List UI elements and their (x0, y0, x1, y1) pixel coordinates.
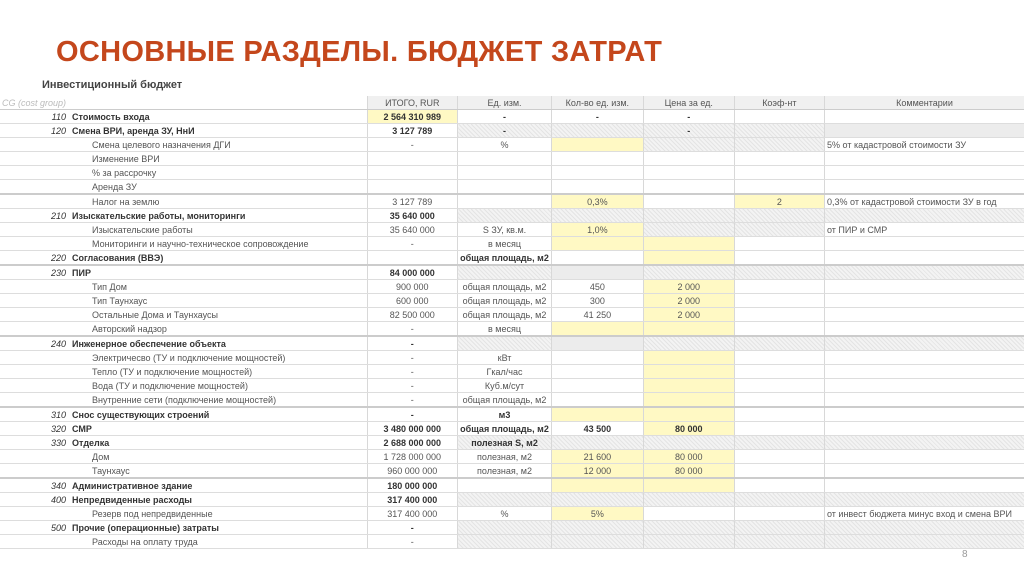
cost-group-code: 310 (0, 407, 70, 422)
cell-coef[interactable] (734, 110, 824, 124)
cell-price[interactable] (643, 237, 734, 251)
cell-comment[interactable] (825, 209, 1024, 223)
cost-group-code (0, 166, 70, 180)
cell-coef[interactable] (734, 138, 824, 152)
item-name: Изыскательские работы (70, 223, 367, 237)
cell-coef[interactable] (734, 379, 824, 393)
cost-group-code: 230 (0, 265, 70, 280)
cell-total[interactable]: - (367, 138, 458, 152)
item-name: Прочие (операционные) затраты (70, 521, 367, 535)
cell-total[interactable]: 3 480 000 000 (367, 422, 458, 436)
cost-group-code (0, 180, 70, 195)
cell-coef[interactable] (734, 322, 824, 337)
header-qty: Кол-во ед. изм. (552, 96, 644, 110)
table-row (0, 265, 1024, 280)
cell-price[interactable]: 2 000 (643, 280, 734, 294)
item-name: Административное здание (70, 478, 367, 493)
cell-unit[interactable]: полезная S, м2 (458, 436, 552, 450)
cell-price[interactable] (643, 436, 734, 450)
cell-total[interactable]: - (367, 407, 458, 422)
item-name: Резерв под непредвиденные (70, 507, 367, 521)
table-row (0, 521, 1024, 535)
cell-comment[interactable] (825, 407, 1024, 422)
cell-unit[interactable]: общая площадь, м2 (458, 422, 552, 436)
cell-price[interactable] (643, 379, 734, 393)
item-name: Непредвиденные расходы (70, 493, 367, 507)
cell-qty[interactable] (552, 322, 644, 337)
cell-comment[interactable] (825, 152, 1024, 166)
cell-unit[interactable]: общая площадь, м2 (458, 251, 552, 266)
cell-qty[interactable] (552, 407, 644, 422)
table-row (0, 407, 1024, 422)
cell-comment[interactable] (825, 422, 1024, 436)
cell-unit[interactable] (458, 265, 552, 280)
cell-comment[interactable] (825, 251, 1024, 266)
item-name: ПИР (70, 265, 367, 280)
cell-qty[interactable]: 0,3% (552, 194, 644, 209)
cost-group-code (0, 507, 70, 521)
cell-coef[interactable] (734, 308, 824, 322)
cell-comment[interactable] (825, 450, 1024, 464)
cell-qty[interactable] (552, 351, 644, 365)
cell-qty[interactable]: 300 (552, 294, 644, 308)
cell-unit[interactable] (458, 166, 552, 180)
cell-qty[interactable]: 12 000 (552, 464, 644, 479)
cost-group-code (0, 280, 70, 294)
cell-qty[interactable]: 21 600 (552, 450, 644, 464)
item-name: % за рассрочку (70, 166, 367, 180)
table-row (0, 110, 1024, 124)
cell-comment[interactable] (825, 294, 1024, 308)
cell-unit[interactable]: общая площадь, м2 (458, 308, 552, 322)
cell-coef[interactable] (734, 351, 824, 365)
cell-total[interactable]: 84 000 000 (367, 265, 458, 280)
cell-coef[interactable] (734, 507, 824, 521)
cell-total[interactable]: 35 640 000 (367, 223, 458, 237)
cell-comment[interactable] (825, 379, 1024, 393)
cell-total[interactable]: 35 640 000 (367, 209, 458, 223)
cell-price[interactable] (643, 265, 734, 280)
cell-unit[interactable] (458, 478, 552, 493)
cell-price[interactable]: - (643, 124, 734, 138)
cell-comment[interactable] (825, 365, 1024, 379)
item-name: Тип Дом (70, 280, 367, 294)
cost-group-code (0, 365, 70, 379)
cell-comment[interactable] (825, 110, 1024, 124)
cell-qty[interactable] (552, 152, 644, 166)
table-row (0, 180, 1024, 195)
table-row (0, 464, 1024, 479)
cell-unit[interactable] (458, 535, 552, 549)
cell-coef[interactable] (734, 393, 824, 408)
cell-coef[interactable] (734, 365, 824, 379)
cell-qty[interactable] (552, 478, 644, 493)
cost-group-code (0, 393, 70, 408)
cost-group-code: 330 (0, 436, 70, 450)
item-name: Аренда ЗУ (70, 180, 367, 195)
cell-price[interactable] (643, 138, 734, 152)
table-row (0, 124, 1024, 138)
cost-group-code (0, 379, 70, 393)
cell-unit[interactable]: полезная, м2 (458, 450, 552, 464)
item-name: Смена целевого назначения ДГИ (70, 138, 367, 152)
cell-coef[interactable] (734, 166, 824, 180)
cell-comment[interactable] (825, 336, 1024, 351)
cell-coef[interactable] (734, 336, 824, 351)
cell-total[interactable]: - (367, 379, 458, 393)
cell-coef[interactable] (734, 521, 824, 535)
header-coef: Коэф-нт (734, 96, 824, 110)
cell-comment[interactable] (825, 124, 1024, 138)
cell-total[interactable]: - (367, 521, 458, 535)
cell-qty[interactable] (552, 124, 644, 138)
cell-price[interactable]: 2 000 (643, 294, 734, 308)
cell-total[interactable]: 317 400 000 (367, 507, 458, 521)
cost-group-code: 400 (0, 493, 70, 507)
table-row (0, 194, 1024, 209)
cell-price[interactable]: 2 000 (643, 308, 734, 322)
item-name: Смена ВРИ, аренда ЗУ, НнИ (70, 124, 367, 138)
cell-qty[interactable] (552, 166, 644, 180)
cell-coef[interactable] (734, 493, 824, 507)
cell-total[interactable] (367, 251, 458, 266)
cell-comment[interactable] (825, 322, 1024, 337)
cell-price[interactable] (643, 194, 734, 209)
cell-unit[interactable]: общая площадь, м2 (458, 294, 552, 308)
cell-coef[interactable] (734, 422, 824, 436)
table-row (0, 379, 1024, 393)
cost-group-code: 240 (0, 336, 70, 351)
cell-unit[interactable]: - (458, 124, 552, 138)
cell-total[interactable]: 2 688 000 000 (367, 436, 458, 450)
cell-unit[interactable]: в месяц (458, 237, 552, 251)
cell-qty[interactable] (552, 265, 644, 280)
cell-coef[interactable] (734, 280, 824, 294)
item-name: Согласования (ВВЭ) (70, 251, 367, 266)
cell-total[interactable]: 3 127 789 (367, 124, 458, 138)
cost-group-code (0, 223, 70, 237)
cell-price[interactable] (643, 180, 734, 195)
cell-unit[interactable]: - (458, 110, 552, 124)
table-row (0, 493, 1024, 507)
cost-group-code (0, 237, 70, 251)
cost-group-code: 320 (0, 422, 70, 436)
cell-price[interactable] (643, 521, 734, 535)
cell-coef[interactable] (734, 237, 824, 251)
cell-unit[interactable] (458, 336, 552, 351)
table-row (0, 138, 1024, 152)
cell-coef[interactable] (734, 464, 824, 479)
cell-comment[interactable] (825, 478, 1024, 493)
cell-coef[interactable] (734, 535, 824, 549)
table-row (0, 209, 1024, 223)
item-name: Тип Таунхаус (70, 294, 367, 308)
cell-total[interactable]: - (367, 322, 458, 337)
table-row (0, 166, 1024, 180)
cell-comment[interactable] (825, 393, 1024, 408)
cost-group-code: 220 (0, 251, 70, 266)
item-name: Снос существующих строений (70, 407, 367, 422)
cell-unit[interactable]: Куб.м/сут (458, 379, 552, 393)
header-comment: Комментарии (825, 96, 1024, 110)
item-name: Налог на землю (70, 194, 367, 209)
cell-unit[interactable]: общая площадь, м2 (458, 393, 552, 408)
cell-total[interactable]: - (367, 351, 458, 365)
page-number: 8 (962, 549, 968, 560)
cell-unit[interactable] (458, 209, 552, 223)
cell-qty[interactable] (552, 180, 644, 195)
cell-coef[interactable] (734, 407, 824, 422)
cell-total[interactable] (367, 152, 458, 166)
cell-qty[interactable] (552, 237, 644, 251)
cell-unit[interactable] (458, 493, 552, 507)
cell-comment[interactable] (825, 180, 1024, 195)
item-name: Изменение ВРИ (70, 152, 367, 166)
cell-qty[interactable] (552, 336, 644, 351)
cell-qty[interactable] (552, 138, 644, 152)
cell-comment[interactable] (825, 237, 1024, 251)
cell-coef[interactable] (734, 478, 824, 493)
table-row (0, 308, 1024, 322)
cell-qty[interactable] (552, 209, 644, 223)
item-name: Остальные Дома и Таунхаусы (70, 308, 367, 322)
cell-price[interactable] (643, 322, 734, 337)
cell-unit[interactable] (458, 521, 552, 535)
header-price: Цена за ед. (643, 96, 734, 110)
table-row (0, 436, 1024, 450)
item-name: Авторский надзор (70, 322, 367, 337)
cell-coef[interactable] (734, 124, 824, 138)
cell-price[interactable]: - (643, 110, 734, 124)
cell-coef[interactable] (734, 436, 824, 450)
cell-comment[interactable] (825, 535, 1024, 549)
cell-comment[interactable] (825, 351, 1024, 365)
cell-unit[interactable]: м3 (458, 407, 552, 422)
cell-price[interactable] (643, 535, 734, 549)
cell-total[interactable]: - (367, 393, 458, 408)
item-name: Инженерное обеспечение объекта (70, 336, 367, 351)
cell-unit[interactable] (458, 194, 552, 209)
cell-coef[interactable] (734, 251, 824, 266)
cell-qty[interactable] (552, 379, 644, 393)
cost-group-code (0, 194, 70, 209)
cell-price[interactable] (643, 365, 734, 379)
cell-qty[interactable]: 43 500 (552, 422, 644, 436)
cell-price[interactable] (643, 166, 734, 180)
table-row (0, 422, 1024, 436)
cell-qty[interactable] (552, 535, 644, 549)
cost-group-code (0, 152, 70, 166)
cell-price[interactable] (643, 478, 734, 493)
cell-comment[interactable]: от ПИР и СМР (825, 223, 1024, 237)
cost-group-code (0, 450, 70, 464)
table-row (0, 237, 1024, 251)
cell-total[interactable]: - (367, 365, 458, 379)
cell-total[interactable]: 2 564 310 989 (367, 110, 458, 124)
table-row (0, 152, 1024, 166)
cell-total[interactable]: 960 000 000 (367, 464, 458, 479)
header-code: CG (cost group) (0, 96, 70, 110)
cost-group-code (0, 351, 70, 365)
cell-total[interactable]: 1 728 000 000 (367, 450, 458, 464)
cell-comment[interactable] (825, 521, 1024, 535)
cell-total[interactable] (367, 166, 458, 180)
cell-unit[interactable]: Гкал/час (458, 365, 552, 379)
cell-total[interactable]: 317 400 000 (367, 493, 458, 507)
cost-group-code (0, 464, 70, 479)
table-row (0, 507, 1024, 521)
cell-total[interactable]: 900 000 (367, 280, 458, 294)
cell-total[interactable]: - (367, 237, 458, 251)
cell-comment[interactable] (825, 493, 1024, 507)
cell-unit[interactable]: общая площадь, м2 (458, 280, 552, 294)
cell-comment[interactable]: от инвест бюджета минус вход и смена ВРИ (825, 507, 1024, 521)
table-row (0, 478, 1024, 493)
item-name: Изыскательские работы, мониторинги (70, 209, 367, 223)
cell-qty[interactable]: 41 250 (552, 308, 644, 322)
cost-group-code: 210 (0, 209, 70, 223)
cell-coef[interactable] (734, 180, 824, 195)
cost-group-code: 120 (0, 124, 70, 138)
cell-comment[interactable]: 0,3% от кадастровой стоимости ЗУ в год (825, 194, 1024, 209)
header-total: ИТОГО, RUR (367, 96, 458, 110)
cell-unit[interactable]: S ЗУ, кв.м. (458, 223, 552, 237)
cell-qty[interactable] (552, 436, 644, 450)
header-name (70, 96, 367, 110)
cell-qty[interactable] (552, 521, 644, 535)
cell-qty[interactable] (552, 365, 644, 379)
cell-comment[interactable] (825, 166, 1024, 180)
header-unit: Ед. изм. (458, 96, 552, 110)
table-row (0, 450, 1024, 464)
table-row (0, 322, 1024, 337)
item-name: Стоимость входа (70, 110, 367, 124)
cost-group-code (0, 322, 70, 337)
cell-comment[interactable] (825, 436, 1024, 450)
cell-comment[interactable] (825, 280, 1024, 294)
cell-total[interactable]: 82 500 000 (367, 308, 458, 322)
cell-price[interactable] (643, 209, 734, 223)
item-name: Электричесво (ТУ и подключение мощностей) (70, 351, 367, 365)
cell-comment[interactable]: 5% от кадастровой стоимости ЗУ (825, 138, 1024, 152)
cell-unit[interactable]: в месяц (458, 322, 552, 337)
item-name: Дом (70, 450, 367, 464)
item-name: Внутренние сети (подключение мощностей) (70, 393, 367, 408)
cell-price[interactable] (643, 393, 734, 408)
cell-unit[interactable]: % (458, 507, 552, 521)
cell-price[interactable]: 80 000 (643, 450, 734, 464)
cell-comment[interactable] (825, 308, 1024, 322)
cell-qty[interactable] (552, 393, 644, 408)
cell-price[interactable] (643, 152, 734, 166)
slide-title: ОСНОВНЫЕ РАЗДЕЛЫ. БЮДЖЕТ ЗАТРАТ (56, 36, 663, 68)
table-row (0, 294, 1024, 308)
cell-unit[interactable]: полезная, м2 (458, 464, 552, 479)
table-row (0, 365, 1024, 379)
cell-price[interactable] (643, 493, 734, 507)
cost-group-code: 340 (0, 478, 70, 493)
cell-qty[interactable]: 450 (552, 280, 644, 294)
cell-comment[interactable] (825, 464, 1024, 479)
cost-group-code (0, 138, 70, 152)
item-name: Расходы на оплату труда (70, 535, 367, 549)
item-name: Тепло (ТУ и подключение мощностей) (70, 365, 367, 379)
cell-qty[interactable]: 5% (552, 507, 644, 521)
cell-price[interactable] (643, 507, 734, 521)
cost-group-code (0, 308, 70, 322)
cell-qty[interactable]: 1,0% (552, 223, 644, 237)
cell-coef[interactable] (734, 265, 824, 280)
item-name: Вода (ТУ и подключение мощностей) (70, 379, 367, 393)
cell-unit[interactable] (458, 180, 552, 195)
header-row (0, 96, 1024, 110)
cell-price[interactable] (643, 407, 734, 422)
cell-coef[interactable] (734, 450, 824, 464)
table-title: Инвестиционный бюджет (42, 79, 183, 91)
cell-unit[interactable] (458, 152, 552, 166)
item-name: Отделка (70, 436, 367, 450)
budget-table (0, 96, 1024, 549)
cost-group-code (0, 535, 70, 549)
item-name: СМР (70, 422, 367, 436)
cell-unit[interactable]: % (458, 138, 552, 152)
item-name: Таунхаус (70, 464, 367, 479)
cell-price[interactable] (643, 223, 734, 237)
cell-price[interactable]: 80 000 (643, 422, 734, 436)
table-row (0, 280, 1024, 294)
cell-comment[interactable] (825, 265, 1024, 280)
cell-price[interactable] (643, 351, 734, 365)
cost-group-code: 500 (0, 521, 70, 535)
table-row (0, 223, 1024, 237)
cell-qty[interactable] (552, 251, 644, 266)
cell-coef[interactable] (734, 223, 824, 237)
cell-total[interactable]: - (367, 336, 458, 351)
cell-price[interactable]: 80 000 (643, 464, 734, 479)
cell-total[interactable]: 600 000 (367, 294, 458, 308)
table-row (0, 351, 1024, 365)
cost-group-code: 110 (0, 110, 70, 124)
cell-total[interactable]: 180 000 000 (367, 478, 458, 493)
table-row (0, 336, 1024, 351)
cell-coef[interactable]: 2 (734, 194, 824, 209)
item-name: Мониторинги и научно-техническое сопровождение (70, 237, 367, 251)
cell-coef[interactable] (734, 152, 824, 166)
cell-coef[interactable] (734, 294, 824, 308)
cell-qty[interactable]: - (552, 110, 644, 124)
cell-total[interactable]: 3 127 789 (367, 194, 458, 209)
cost-group-code (0, 294, 70, 308)
table-row (0, 535, 1024, 549)
table-row (0, 251, 1024, 266)
table-row (0, 393, 1024, 408)
cell-coef[interactable] (734, 209, 824, 223)
cell-qty[interactable] (552, 493, 644, 507)
cell-price[interactable] (643, 336, 734, 351)
cell-price[interactable] (643, 251, 734, 266)
cell-unit[interactable]: кВт (458, 351, 552, 365)
cell-total[interactable] (367, 180, 458, 195)
cell-total[interactable]: - (367, 535, 458, 549)
